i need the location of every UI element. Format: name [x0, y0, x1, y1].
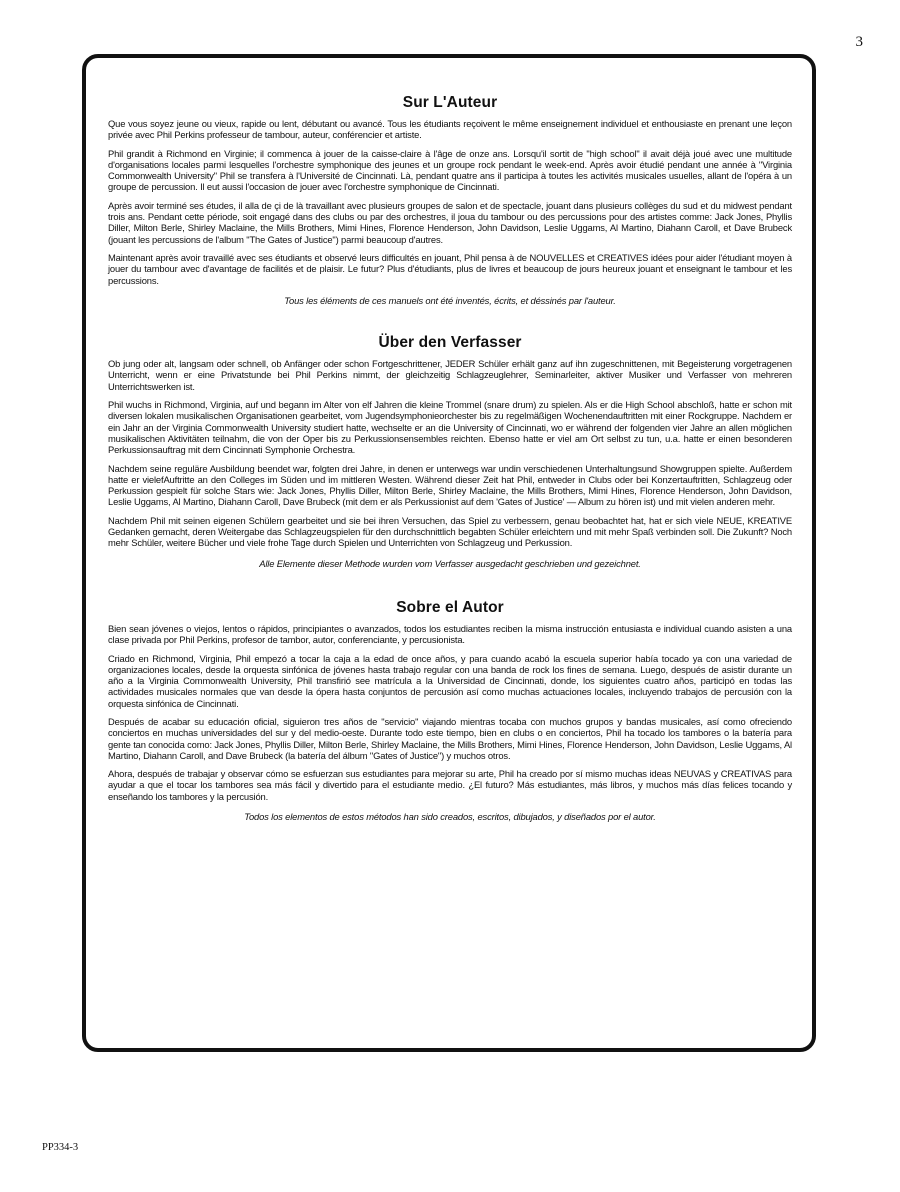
- section-heading: Sur L'Auteur: [402, 94, 498, 111]
- paragraph: Después de acabar su educación oficial, siguieron tres años de "servicio" viajando mientras tocaba con muchos grupos y bandas musicales, así como ofreciendo conciertos en muchas universidades del sur y del medio-oeste. Durante todo este tiempo, bien en clubs o en conciertos, Phil ha tocado los tambores o la batería para gente tan conocida como: Jack Jones, Phyllis Diller, Milton Berle, Shirley Maclaine, the Mills Brothers, Mimi Hines, Florence Henderson, John Davidson, Leslie Uggams, Al Martino, Diahann Caroll, and Dave Brubeck (la batería del álbum "Gates of Justice") y muchos otros.: [108, 715, 792, 761]
- section-heading: Sobre el Autor: [396, 598, 504, 616]
- paragraph: Ob jung oder alt, langsam oder schnell, ob Anfänger oder schon Fortgeschrittener, JEDER Schüler erhält ganz auf ihn zugeschnittenen, mit Begeisterung vorgetragenen Unterricht, wenn er eine Privatstunde bei Phil Perkins nimmt, der gleichzeitig Schlagzeuglehrer, Seminarleiter, aktiver Musiker und Verfasser von mehreren Unterrichtswerken ist.: [108, 358, 792, 392]
- paragraph: Nachdem Phil mit seinen eigenen Schülern gearbeitet und sie bei ihren Versuchen, das Spiel zu verbessern, genau beobachtet hat, hat er sich viele NEUE, KREATIVE Gedanken gemacht, deren Weitergabe das Schlagzeugspielen für den durchschnittlich begabten Schüler erleichtern und mit mehr Spaß verbinden soll. Die Zukunft? Noch mehr Schüler, weitere Bücher und viele frohe Tage durch Spielen und Unterrichten von Schlagzeug und Perkussion.: [108, 514, 792, 549]
- paragraph: Maintenant après avoir travaillé avec ses étudiants et observé leurs difficultés en jouant, Phil pensa à de NOUVELLES et CREATIVES idées pour aider l'étudiant moyen à jouer du tambour avec d'avantage de facilités et de plaisir. Le futur? Plus d'étudiants, plus de livres et beaucoup de jours heureux jouant et enseignant le tambour et les percussions.: [108, 251, 792, 286]
- paragraph: Bien sean jóvenes o viejos, lentos o rápidos, principiantes o avanzados, todos los estudiantes reciben la misma instrucción entusiasta e individual cuando asisten a una clase privada por Phil Perkins, profesor de tambor, autor, conferenciante, y percusionista.: [108, 622, 792, 646]
- paragraph: Criado en Richmond, Virginia, Phil empezó a tocar la caja a la edad de once años, y para cuando acabó la escuela superior había tocado ya con una variedad de organizaciones locales, desde la orquesta sinfónica de jóvenes hasta trabajo regular con una banda de rock los fines de semana. Luego, después de asistir durante un año a la Virginia Commonwealth University, Phil transfirió see matrícula a la Universidad de Cincinnati, donde, los siguientes cuatro años, participó en todas las actividades musicales normales que van desde la ópera hasta conjuntos de percusión así como muchas actuaciones locales, incluyendo trabajos de percusión con la orquesta sinfónica de Cincinnati.: [108, 652, 792, 709]
- footer-code: PP334-3: [42, 1142, 79, 1153]
- paragraph: Phil wuchs in Richmond, Virginia, auf und begann im Alter von elf Jahren die kleine Trommel (snare drum) zu spielen. Als er die High School abschloß, hatte er schon mit diversen lokalen musikalischen Organisationen gearbeitet, vom Jugendsymphonieorchester bis zu regelmäßigen Wochenendauftritten mit einer Rockgruppe. Nachdem er ein Jahr an der Virginia Commonwealth University studiert hatte, wechselte er an die University of Cincinnati, wo er während der folgenden vier Jahre an allen möglichen musikalischen Aktivitäten teilnahm, die von der Oper bis zu Perkussionsensembles reichten. Ebenso hatte er viel am Ort selbst zu tun, u.a. hatte er einen besonderen Perkussionsauftrag mit dem Cincinnati Symphonie Orchestra.: [108, 399, 792, 456]
- credit-line: Todos los elementos de estos métodos han sido creados, escritos, dibujados, y diseñados por el autor.: [244, 811, 656, 823]
- content-frame: [82, 54, 816, 1052]
- section-german: [108, 334, 792, 569]
- section-heading: Über den Verfasser: [378, 334, 522, 352]
- credit-line: Tous les éléments de ces manuels ont été inventés, écrits, et déssinés par l'auteur.: [284, 294, 616, 306]
- paragraph: Ahora, después de trabajar y observar cómo se esfuerzan sus estudiantes para mejorar su arte, Phil ha creado por sí mismo muchas ideas NEUVAS y CREATIVAS para ayudar a que el tocar los tambores sea más fácil y divertido para el estudiante medio. ¿El futuro? Más estudiantes, más libros, y muchos más días felices tocando y enseñando los tambores y la percusión.: [108, 768, 792, 802]
- paragraph: Nachdem seine reguläre Ausbildung beendet war, folgten drei Jahre, in denen er unterwegs war undin verschiedenen Unterhaltungsund Showgruppen spielte. Außerdem hatte er vielefAuftritte an den Colleges im Süden und im mittleren Westen. Während dieser Zeit hat Phil, entweder in Clubs oder bei Konzertauftritten, Schlagzeug oder Perkussion gespielt für solche Stars wie: Jack Jones, Phyllis Diller, Milton Berle, Shirley Maclaine, the Mills Brothers, Mimi Hines, Florence Henderson, John Davidson, Leslie Uggams, Al Martino, Diahann Caroll, Dave Brubeck (mit dem er als Perkussionist auf dem 'Gates of Justice' — Album zu hören ist) und mit vielen anderen mehr.: [108, 462, 792, 508]
- section-spanish: [108, 599, 792, 822]
- section-french: [108, 94, 792, 306]
- paragraph: Après avoir terminé ses études, il alla de çi de là travaillant avec plusieurs groupes de salon et de spectacle, jouant dans plusieurs collèges du sud et du midwest pendant trois ans. Pendant cette période, soit engagé dans des clubs ou par des orchestres, il joua du tambour ou des percussions pour des artistes comme: Jack Jones, Phyllis Diller, Milton Berle, Shirley Maclaine, the Mills Brothers, Mimi Hines, Florence Henderson, John Davidson, Leslie Uggams, Al Martino, Diahann Caroll, et Dave Brubeck (jouant les percussions de l'album "The Gates of Justice") parmi beaucoup d'autres.: [108, 199, 792, 245]
- paragraph: Que vous soyez jeune ou vieux, rapide ou lent, débutant ou avancé. Tous les étudiants reçoivent le même enseignement individuel et enthousiaste en prenant une leçon privée avec Phil Perkins professeur de tambour, auteur, conférencier et artiste.: [108, 118, 792, 141]
- credit-line: Alle Elemente dieser Methode wurden vom Verfasser ausgedacht geschrieben und gezeichnet.: [259, 557, 641, 569]
- paragraph: Phil grandit à Richmond en Virginie; il commenca à jouer de la caisse-claire à l'âge de onze ans. Lorsqu'il sortit de "high school" il avait déjà joué avec une multitude d'organisations locales parmi lesquelles l'orchestre symphonique des jeunes et un groupe rock pendant le week-end. Après avoir étudié pendant une année à "Virginia Commonwealth University" Phil se transfera à l'Université de Cincinnati. Là, pendant quatre ans il participa à toutes les activités musicales usuelles, allant de l'opéra à un groupe de percussion. Il eut aussi l'occasion de jouer avec l'orchestre symphonique de Cincinnati.: [108, 147, 792, 193]
- page-number: 3: [855, 34, 863, 50]
